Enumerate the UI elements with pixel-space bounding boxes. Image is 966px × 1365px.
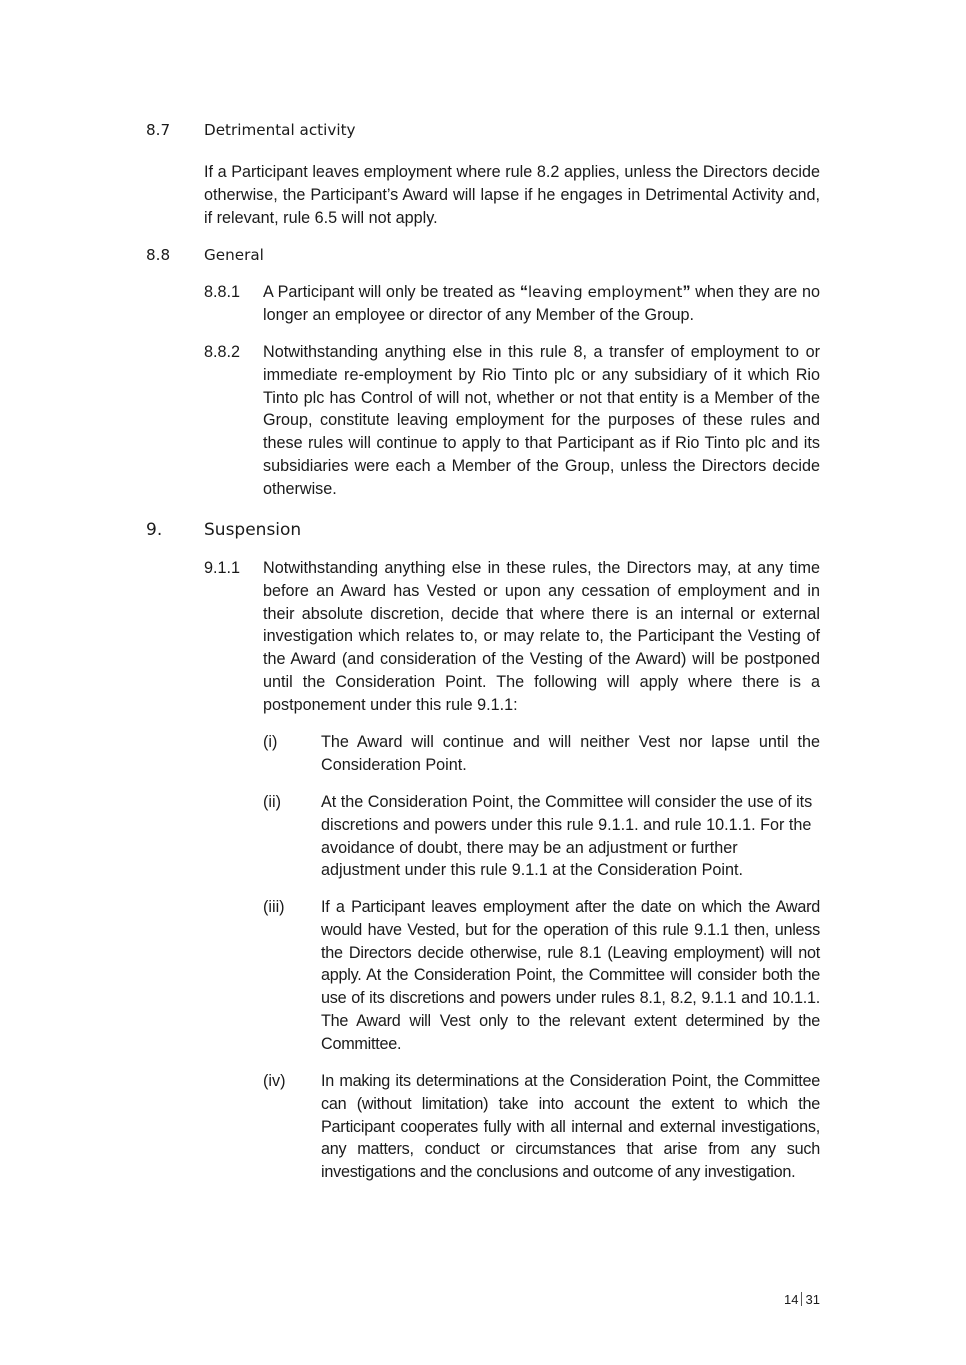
section-paragraph: If a Participant leaves employment where rule 8.2 applies, unless the Directors decide otherwise, the Participant’s Award will lapse if he engages in Detrimental Activity and, if relevant, rule 6.5 will not apply. [204,163,820,227]
clause-text: when they are no longer an employee or director of any Member of the Group. [263,283,820,324]
page-number [784,1292,820,1307]
clause-number: 8.8.2 [204,343,241,361]
clause-number: 9.1.1 [204,559,241,577]
defined-term: leaving employment [528,283,683,301]
page-separator [801,1292,802,1306]
section-heading: Detrimental activity [204,121,356,139]
item-paragraph: At the Consideration Point, the Committee will consider the use of its discretions and powers under this rule 9.1.1. and rule 10.1.1. For the avoidance of doubt, there may be an adjustment or further adjustment under this rule 9.1.1 at the Consideration Point. [321,793,813,880]
item-paragraph: In making its determinations at the Consideration Point, the Committee can (without limitation) take into account the extent to which the Participant cooperates fully with all internal and external investigations, any matters, conduct or circumstances that arise from any such investigations and the conclusions and outcome of any investigation. [321,1072,820,1182]
current-page: 14 [784,1292,799,1307]
total-pages: 31 [805,1292,820,1307]
item-paragraph: If a Participant leaves employment after the date on which the Award would have Vested, but for the operation of this rule 9.1.1 then, unless the Directors decide otherwise, rule 8.1 (Leaving employment) will not apply. At the Consideration Point, the Committee will consider both the use of its discretions and powers under rules 8.1, 8.2, 9.1.1 and 10.1.1. The Award will Vest only to the relevant extent determined by the Committee. [321,898,820,1053]
open-quote: “ [519,283,528,301]
clause-paragraph: Notwithstanding anything else in these rules, the Directors may, at any time before an Award has Vested or upon any cessation of employment and in their absolute discretion, decide that where there is an internal or external investigation which relates to, or may relate to, the Participant the Vesting of the Award (and consideration of the Vesting of the Award) will be postponed until the Consideration Point. The following will apply where there is a postponement under this rule 9.1.1: [263,559,820,714]
section-heading: Suspension [204,520,302,540]
section-number: 8.7 [146,121,171,139]
item-label: (ii) [263,793,281,811]
clause-number: 8.8.1 [204,283,241,301]
item-label: (i) [263,733,278,751]
clause-paragraph [263,281,820,327]
section-number: 9. [146,520,163,540]
section-number: 8.8 [146,246,171,264]
item-label: (iii) [263,898,285,916]
item-paragraph: The Award will continue and will neither Vest nor lapse until the Consideration Point. [321,733,820,774]
close-quote: ” [682,283,691,301]
clause-text: A Participant will only be treated as [263,283,520,301]
section-heading: General [204,246,264,264]
item-label: (iv) [263,1072,286,1090]
clause-paragraph: Notwithstanding anything else in this rule 8, a transfer of employment to or immediate re-employment by Rio Tinto plc or any subsidiary of it which Rio Tinto plc has Control of will not, whether or not that entity is a Member of the Group, constitute leaving employment for the purposes of these rules and these rules will continue to apply to that Participant as if Rio Tinto plc and its subsidiaries were each a Member of the Group, unless the Directors decide otherwise. [263,343,820,498]
